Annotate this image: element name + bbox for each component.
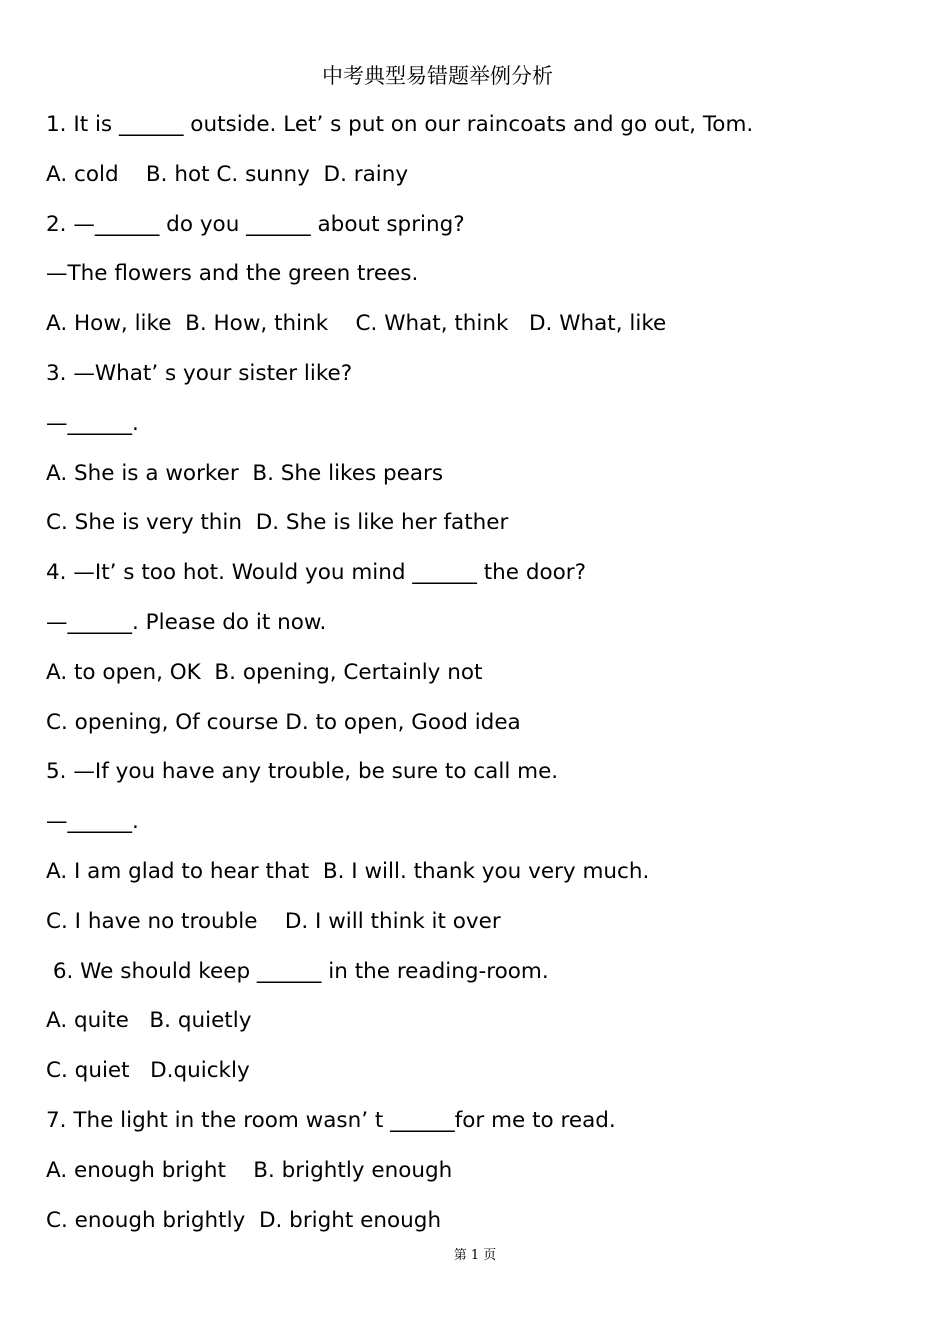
question-list	[46, 111, 906, 1256]
question-3-options-cd: C. She is very thin D. She is like her father	[46, 510, 509, 536]
page-title: 中考典型易错题举例分析	[322, 64, 553, 88]
question-2-options: A. How, like B. How, think C. What, think D. What, like	[46, 311, 667, 337]
question-3-options-ab: A. She is a worker B. She likes pears	[46, 460, 444, 486]
question-2: 2. —______ do you ______ about spring?	[46, 211, 465, 237]
question-6-options-cd: C. quiet D.quickly	[46, 1058, 250, 1084]
question-5-reply: —______.	[46, 809, 139, 835]
question-5: 5. —If you have any trouble, be sure to call me.	[46, 759, 559, 785]
question-1-options: A. cold B. hot C. sunny D. rainy	[46, 161, 409, 187]
question-1: 1. It is ______ outside. Let’ s put on our raincoats and go out, Tom.	[46, 112, 754, 137]
question-5-options-ab: A. I am glad to hear that B. I will. thank you very much.	[46, 858, 650, 884]
question-6-options-ab: A. quite B. quietly	[46, 1008, 252, 1034]
question-3: 3. —What’ s your sister like?	[46, 360, 353, 386]
page-number: 第 1 页	[453, 1248, 497, 1263]
question-7-options-ab: A. enough bright B. brightly enough	[46, 1157, 453, 1183]
question-6: 6. We should keep ______ in the reading-room.	[46, 958, 549, 984]
question-4-options-cd: C. opening, Of course D. to open, Good idea	[46, 709, 521, 735]
question-7-options-cd: C. enough brightly D. bright enough	[46, 1207, 442, 1233]
question-2-reply: —The flowers and the green trees.	[46, 261, 419, 287]
question-4-options-ab: A. to open, OK B. opening, Certainly not	[46, 659, 483, 685]
question-4: 4. —It’ s too hot. Would you mind ______ the door?	[46, 560, 587, 586]
question-3-reply: —______.	[46, 410, 139, 436]
question-4-reply: —______. Please do it now.	[46, 609, 327, 635]
question-5-options-cd: C. I have no trouble D. I will think it over	[46, 908, 501, 934]
question-7: 7. The light in the room wasn’ t ______for me to read.	[46, 1107, 616, 1133]
